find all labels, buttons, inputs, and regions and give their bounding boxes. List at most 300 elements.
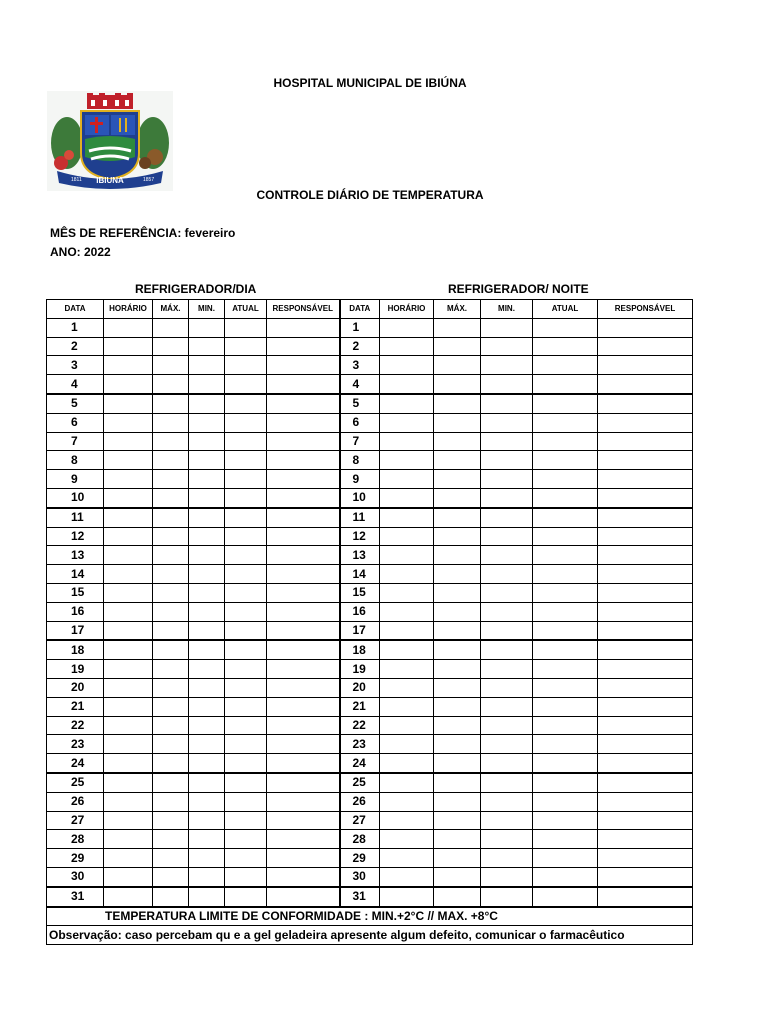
- day-min-entry-cell[interactable]: [189, 811, 225, 830]
- night-max-entry-cell[interactable]: [434, 773, 481, 792]
- day-max-entry-cell[interactable]: [153, 849, 189, 868]
- day-max-entry-cell[interactable]: [153, 470, 189, 489]
- day-responsavel-entry-cell[interactable]: [267, 432, 340, 451]
- day-responsavel-entry-cell[interactable]: [267, 356, 340, 375]
- night-min-entry-cell[interactable]: [481, 356, 533, 375]
- day-responsavel-entry-cell[interactable]: [267, 318, 340, 337]
- day-horario-entry-cell[interactable]: [104, 394, 153, 413]
- night-max-entry-cell[interactable]: [434, 318, 481, 337]
- day-horario-entry-cell[interactable]: [104, 754, 153, 773]
- night-atual-entry-cell[interactable]: [533, 527, 598, 546]
- day-horario-entry-cell[interactable]: [104, 432, 153, 451]
- day-min-entry-cell[interactable]: [189, 621, 225, 640]
- day-max-entry-cell[interactable]: [153, 621, 189, 640]
- day-responsavel-entry-cell[interactable]: [267, 394, 340, 413]
- day-min-entry-cell[interactable]: [189, 773, 225, 792]
- day-responsavel-entry-cell[interactable]: [267, 337, 340, 356]
- night-horario-entry-cell[interactable]: [380, 318, 434, 337]
- day-atual-entry-cell[interactable]: [225, 583, 267, 602]
- day-responsavel-entry-cell[interactable]: [267, 488, 340, 507]
- day-max-entry-cell[interactable]: [153, 318, 189, 337]
- day-responsavel-entry-cell[interactable]: [267, 470, 340, 489]
- day-max-entry-cell[interactable]: [153, 867, 189, 886]
- day-max-entry-cell[interactable]: [153, 660, 189, 679]
- night-max-entry-cell[interactable]: [434, 527, 481, 546]
- day-min-entry-cell[interactable]: [189, 356, 225, 375]
- night-responsavel-entry-cell[interactable]: [598, 640, 693, 659]
- night-max-entry-cell[interactable]: [434, 887, 481, 907]
- night-max-entry-cell[interactable]: [434, 754, 481, 773]
- night-horario-entry-cell[interactable]: [380, 867, 434, 886]
- night-min-entry-cell[interactable]: [481, 451, 533, 470]
- night-horario-entry-cell[interactable]: [380, 602, 434, 621]
- day-atual-entry-cell[interactable]: [225, 602, 267, 621]
- night-atual-entry-cell[interactable]: [533, 660, 598, 679]
- day-horario-entry-cell[interactable]: [104, 451, 153, 470]
- night-min-entry-cell[interactable]: [481, 640, 533, 659]
- day-responsavel-entry-cell[interactable]: [267, 754, 340, 773]
- day-atual-entry-cell[interactable]: [225, 432, 267, 451]
- night-responsavel-entry-cell[interactable]: [598, 735, 693, 754]
- night-atual-entry-cell[interactable]: [533, 394, 598, 413]
- day-atual-entry-cell[interactable]: [225, 488, 267, 507]
- night-responsavel-entry-cell[interactable]: [598, 470, 693, 489]
- night-horario-entry-cell[interactable]: [380, 565, 434, 584]
- night-responsavel-entry-cell[interactable]: [598, 830, 693, 849]
- night-responsavel-entry-cell[interactable]: [598, 565, 693, 584]
- day-max-entry-cell[interactable]: [153, 697, 189, 716]
- day-responsavel-entry-cell[interactable]: [267, 697, 340, 716]
- night-responsavel-entry-cell[interactable]: [598, 432, 693, 451]
- day-horario-entry-cell[interactable]: [104, 716, 153, 735]
- night-min-entry-cell[interactable]: [481, 660, 533, 679]
- day-min-entry-cell[interactable]: [189, 508, 225, 527]
- day-atual-entry-cell[interactable]: [225, 470, 267, 489]
- night-min-entry-cell[interactable]: [481, 565, 533, 584]
- day-min-entry-cell[interactable]: [189, 470, 225, 489]
- day-atual-entry-cell[interactable]: [225, 621, 267, 640]
- night-atual-entry-cell[interactable]: [533, 356, 598, 375]
- night-responsavel-entry-cell[interactable]: [598, 887, 693, 907]
- night-horario-entry-cell[interactable]: [380, 887, 434, 907]
- night-min-entry-cell[interactable]: [481, 773, 533, 792]
- day-atual-entry-cell[interactable]: [225, 735, 267, 754]
- night-max-entry-cell[interactable]: [434, 660, 481, 679]
- night-max-entry-cell[interactable]: [434, 602, 481, 621]
- day-responsavel-entry-cell[interactable]: [267, 887, 340, 907]
- night-max-entry-cell[interactable]: [434, 811, 481, 830]
- night-min-entry-cell[interactable]: [481, 432, 533, 451]
- day-horario-entry-cell[interactable]: [104, 375, 153, 394]
- day-atual-entry-cell[interactable]: [225, 716, 267, 735]
- night-max-entry-cell[interactable]: [434, 546, 481, 565]
- night-max-entry-cell[interactable]: [434, 716, 481, 735]
- day-min-entry-cell[interactable]: [189, 413, 225, 432]
- day-horario-entry-cell[interactable]: [104, 887, 153, 907]
- night-max-entry-cell[interactable]: [434, 678, 481, 697]
- day-max-entry-cell[interactable]: [153, 337, 189, 356]
- night-atual-entry-cell[interactable]: [533, 621, 598, 640]
- day-max-entry-cell[interactable]: [153, 583, 189, 602]
- night-max-entry-cell[interactable]: [434, 735, 481, 754]
- night-min-entry-cell[interactable]: [481, 337, 533, 356]
- night-max-entry-cell[interactable]: [434, 508, 481, 527]
- night-horario-entry-cell[interactable]: [380, 735, 434, 754]
- day-responsavel-entry-cell[interactable]: [267, 640, 340, 659]
- night-responsavel-entry-cell[interactable]: [598, 583, 693, 602]
- day-responsavel-entry-cell[interactable]: [267, 716, 340, 735]
- night-responsavel-entry-cell[interactable]: [598, 413, 693, 432]
- night-atual-entry-cell[interactable]: [533, 318, 598, 337]
- night-horario-entry-cell[interactable]: [380, 356, 434, 375]
- night-responsavel-entry-cell[interactable]: [598, 375, 693, 394]
- day-min-entry-cell[interactable]: [189, 337, 225, 356]
- night-max-entry-cell[interactable]: [434, 867, 481, 886]
- day-atual-entry-cell[interactable]: [225, 413, 267, 432]
- night-min-entry-cell[interactable]: [481, 811, 533, 830]
- night-max-entry-cell[interactable]: [434, 394, 481, 413]
- day-horario-entry-cell[interactable]: [104, 811, 153, 830]
- day-atual-entry-cell[interactable]: [225, 451, 267, 470]
- night-max-entry-cell[interactable]: [434, 375, 481, 394]
- day-responsavel-entry-cell[interactable]: [267, 621, 340, 640]
- night-atual-entry-cell[interactable]: [533, 546, 598, 565]
- night-atual-entry-cell[interactable]: [533, 830, 598, 849]
- day-max-entry-cell[interactable]: [153, 830, 189, 849]
- night-atual-entry-cell[interactable]: [533, 678, 598, 697]
- night-horario-entry-cell[interactable]: [380, 375, 434, 394]
- day-atual-entry-cell[interactable]: [225, 640, 267, 659]
- day-horario-entry-cell[interactable]: [104, 546, 153, 565]
- day-max-entry-cell[interactable]: [153, 356, 189, 375]
- night-responsavel-entry-cell[interactable]: [598, 697, 693, 716]
- night-responsavel-entry-cell[interactable]: [598, 394, 693, 413]
- day-min-entry-cell[interactable]: [189, 735, 225, 754]
- day-atual-entry-cell[interactable]: [225, 356, 267, 375]
- day-responsavel-entry-cell[interactable]: [267, 375, 340, 394]
- night-horario-entry-cell[interactable]: [380, 716, 434, 735]
- day-min-entry-cell[interactable]: [189, 432, 225, 451]
- day-min-entry-cell[interactable]: [189, 488, 225, 507]
- day-horario-entry-cell[interactable]: [104, 508, 153, 527]
- day-min-entry-cell[interactable]: [189, 867, 225, 886]
- night-atual-entry-cell[interactable]: [533, 565, 598, 584]
- day-horario-entry-cell[interactable]: [104, 621, 153, 640]
- day-max-entry-cell[interactable]: [153, 716, 189, 735]
- day-max-entry-cell[interactable]: [153, 375, 189, 394]
- night-min-entry-cell[interactable]: [481, 867, 533, 886]
- day-responsavel-entry-cell[interactable]: [267, 451, 340, 470]
- night-responsavel-entry-cell[interactable]: [598, 773, 693, 792]
- day-horario-entry-cell[interactable]: [104, 470, 153, 489]
- night-min-entry-cell[interactable]: [481, 716, 533, 735]
- night-atual-entry-cell[interactable]: [533, 375, 598, 394]
- night-horario-entry-cell[interactable]: [380, 527, 434, 546]
- night-atual-entry-cell[interactable]: [533, 735, 598, 754]
- night-min-entry-cell[interactable]: [481, 546, 533, 565]
- night-max-entry-cell[interactable]: [434, 337, 481, 356]
- day-horario-entry-cell[interactable]: [104, 697, 153, 716]
- day-max-entry-cell[interactable]: [153, 488, 189, 507]
- night-atual-entry-cell[interactable]: [533, 849, 598, 868]
- night-max-entry-cell[interactable]: [434, 565, 481, 584]
- day-min-entry-cell[interactable]: [189, 527, 225, 546]
- night-responsavel-entry-cell[interactable]: [598, 527, 693, 546]
- day-horario-entry-cell[interactable]: [104, 602, 153, 621]
- night-horario-entry-cell[interactable]: [380, 470, 434, 489]
- day-horario-entry-cell[interactable]: [104, 337, 153, 356]
- night-responsavel-entry-cell[interactable]: [598, 546, 693, 565]
- night-min-entry-cell[interactable]: [481, 678, 533, 697]
- night-atual-entry-cell[interactable]: [533, 887, 598, 907]
- day-max-entry-cell[interactable]: [153, 811, 189, 830]
- day-max-entry-cell[interactable]: [153, 640, 189, 659]
- night-horario-entry-cell[interactable]: [380, 697, 434, 716]
- day-horario-entry-cell[interactable]: [104, 565, 153, 584]
- day-atual-entry-cell[interactable]: [225, 754, 267, 773]
- night-horario-entry-cell[interactable]: [380, 451, 434, 470]
- day-max-entry-cell[interactable]: [153, 887, 189, 907]
- night-responsavel-entry-cell[interactable]: [598, 660, 693, 679]
- day-atual-entry-cell[interactable]: [225, 849, 267, 868]
- night-atual-entry-cell[interactable]: [533, 773, 598, 792]
- night-max-entry-cell[interactable]: [434, 413, 481, 432]
- night-min-entry-cell[interactable]: [481, 470, 533, 489]
- day-max-entry-cell[interactable]: [153, 527, 189, 546]
- night-min-entry-cell[interactable]: [481, 887, 533, 907]
- night-min-entry-cell[interactable]: [481, 375, 533, 394]
- night-atual-entry-cell[interactable]: [533, 583, 598, 602]
- night-atual-entry-cell[interactable]: [533, 413, 598, 432]
- night-responsavel-entry-cell[interactable]: [598, 716, 693, 735]
- day-min-entry-cell[interactable]: [189, 678, 225, 697]
- night-min-entry-cell[interactable]: [481, 318, 533, 337]
- night-responsavel-entry-cell[interactable]: [598, 602, 693, 621]
- night-responsavel-entry-cell[interactable]: [598, 678, 693, 697]
- night-atual-entry-cell[interactable]: [533, 697, 598, 716]
- night-horario-entry-cell[interactable]: [380, 432, 434, 451]
- day-max-entry-cell[interactable]: [153, 508, 189, 527]
- night-max-entry-cell[interactable]: [434, 849, 481, 868]
- day-atual-entry-cell[interactable]: [225, 565, 267, 584]
- day-horario-entry-cell[interactable]: [104, 773, 153, 792]
- night-horario-entry-cell[interactable]: [380, 394, 434, 413]
- day-max-entry-cell[interactable]: [153, 546, 189, 565]
- day-responsavel-entry-cell[interactable]: [267, 508, 340, 527]
- day-min-entry-cell[interactable]: [189, 394, 225, 413]
- night-horario-entry-cell[interactable]: [380, 508, 434, 527]
- day-horario-entry-cell[interactable]: [104, 660, 153, 679]
- night-responsavel-entry-cell[interactable]: [598, 488, 693, 507]
- night-responsavel-entry-cell[interactable]: [598, 811, 693, 830]
- day-atual-entry-cell[interactable]: [225, 697, 267, 716]
- day-max-entry-cell[interactable]: [153, 735, 189, 754]
- night-min-entry-cell[interactable]: [481, 394, 533, 413]
- day-horario-entry-cell[interactable]: [104, 849, 153, 868]
- night-atual-entry-cell[interactable]: [533, 451, 598, 470]
- day-horario-entry-cell[interactable]: [104, 735, 153, 754]
- day-horario-entry-cell[interactable]: [104, 488, 153, 507]
- night-responsavel-entry-cell[interactable]: [598, 754, 693, 773]
- night-responsavel-entry-cell[interactable]: [598, 356, 693, 375]
- night-max-entry-cell[interactable]: [434, 583, 481, 602]
- night-max-entry-cell[interactable]: [434, 640, 481, 659]
- night-horario-entry-cell[interactable]: [380, 811, 434, 830]
- day-min-entry-cell[interactable]: [189, 451, 225, 470]
- day-horario-entry-cell[interactable]: [104, 527, 153, 546]
- night-atual-entry-cell[interactable]: [533, 488, 598, 507]
- day-atual-entry-cell[interactable]: [225, 527, 267, 546]
- night-max-entry-cell[interactable]: [434, 697, 481, 716]
- day-min-entry-cell[interactable]: [189, 583, 225, 602]
- night-min-entry-cell[interactable]: [481, 583, 533, 602]
- day-atual-entry-cell[interactable]: [225, 773, 267, 792]
- day-atual-entry-cell[interactable]: [225, 394, 267, 413]
- day-responsavel-entry-cell[interactable]: [267, 546, 340, 565]
- day-max-entry-cell[interactable]: [153, 413, 189, 432]
- night-min-entry-cell[interactable]: [481, 508, 533, 527]
- day-horario-entry-cell[interactable]: [104, 792, 153, 811]
- day-min-entry-cell[interactable]: [189, 602, 225, 621]
- night-min-entry-cell[interactable]: [481, 792, 533, 811]
- day-min-entry-cell[interactable]: [189, 792, 225, 811]
- night-horario-entry-cell[interactable]: [380, 640, 434, 659]
- day-atual-entry-cell[interactable]: [225, 546, 267, 565]
- day-responsavel-entry-cell[interactable]: [267, 602, 340, 621]
- night-atual-entry-cell[interactable]: [533, 337, 598, 356]
- night-responsavel-entry-cell[interactable]: [598, 508, 693, 527]
- night-max-entry-cell[interactable]: [434, 488, 481, 507]
- day-atual-entry-cell[interactable]: [225, 811, 267, 830]
- night-max-entry-cell[interactable]: [434, 792, 481, 811]
- night-atual-entry-cell[interactable]: [533, 754, 598, 773]
- day-min-entry-cell[interactable]: [189, 754, 225, 773]
- night-responsavel-entry-cell[interactable]: [598, 337, 693, 356]
- day-responsavel-entry-cell[interactable]: [267, 811, 340, 830]
- night-min-entry-cell[interactable]: [481, 735, 533, 754]
- day-max-entry-cell[interactable]: [153, 678, 189, 697]
- day-min-entry-cell[interactable]: [189, 849, 225, 868]
- day-atual-entry-cell[interactable]: [225, 867, 267, 886]
- night-horario-entry-cell[interactable]: [380, 583, 434, 602]
- day-responsavel-entry-cell[interactable]: [267, 792, 340, 811]
- day-atual-entry-cell[interactable]: [225, 318, 267, 337]
- day-atual-entry-cell[interactable]: [225, 830, 267, 849]
- night-atual-entry-cell[interactable]: [533, 792, 598, 811]
- day-responsavel-entry-cell[interactable]: [267, 583, 340, 602]
- night-max-entry-cell[interactable]: [434, 470, 481, 489]
- night-responsavel-entry-cell[interactable]: [598, 318, 693, 337]
- day-min-entry-cell[interactable]: [189, 716, 225, 735]
- day-min-entry-cell[interactable]: [189, 375, 225, 394]
- day-min-entry-cell[interactable]: [189, 318, 225, 337]
- night-atual-entry-cell[interactable]: [533, 811, 598, 830]
- night-min-entry-cell[interactable]: [481, 697, 533, 716]
- day-horario-entry-cell[interactable]: [104, 356, 153, 375]
- night-horario-entry-cell[interactable]: [380, 792, 434, 811]
- day-min-entry-cell[interactable]: [189, 697, 225, 716]
- night-horario-entry-cell[interactable]: [380, 546, 434, 565]
- night-responsavel-entry-cell[interactable]: [598, 621, 693, 640]
- day-max-entry-cell[interactable]: [153, 394, 189, 413]
- night-atual-entry-cell[interactable]: [533, 867, 598, 886]
- day-atual-entry-cell[interactable]: [225, 508, 267, 527]
- night-min-entry-cell[interactable]: [481, 830, 533, 849]
- day-horario-entry-cell[interactable]: [104, 640, 153, 659]
- night-min-entry-cell[interactable]: [481, 527, 533, 546]
- day-responsavel-entry-cell[interactable]: [267, 830, 340, 849]
- night-responsavel-entry-cell[interactable]: [598, 867, 693, 886]
- day-max-entry-cell[interactable]: [153, 754, 189, 773]
- day-horario-entry-cell[interactable]: [104, 318, 153, 337]
- day-atual-entry-cell[interactable]: [225, 792, 267, 811]
- night-horario-entry-cell[interactable]: [380, 849, 434, 868]
- night-atual-entry-cell[interactable]: [533, 508, 598, 527]
- night-horario-entry-cell[interactable]: [380, 621, 434, 640]
- day-horario-entry-cell[interactable]: [104, 583, 153, 602]
- day-max-entry-cell[interactable]: [153, 773, 189, 792]
- night-horario-entry-cell[interactable]: [380, 754, 434, 773]
- night-horario-entry-cell[interactable]: [380, 488, 434, 507]
- night-atual-entry-cell[interactable]: [533, 432, 598, 451]
- day-atual-entry-cell[interactable]: [225, 660, 267, 679]
- night-min-entry-cell[interactable]: [481, 849, 533, 868]
- day-responsavel-entry-cell[interactable]: [267, 678, 340, 697]
- day-min-entry-cell[interactable]: [189, 830, 225, 849]
- day-atual-entry-cell[interactable]: [225, 887, 267, 907]
- day-horario-entry-cell[interactable]: [104, 830, 153, 849]
- day-responsavel-entry-cell[interactable]: [267, 565, 340, 584]
- night-responsavel-entry-cell[interactable]: [598, 849, 693, 868]
- night-atual-entry-cell[interactable]: [533, 602, 598, 621]
- day-max-entry-cell[interactable]: [153, 602, 189, 621]
- night-min-entry-cell[interactable]: [481, 621, 533, 640]
- day-max-entry-cell[interactable]: [153, 432, 189, 451]
- day-min-entry-cell[interactable]: [189, 660, 225, 679]
- day-min-entry-cell[interactable]: [189, 887, 225, 907]
- day-responsavel-entry-cell[interactable]: [267, 773, 340, 792]
- day-responsavel-entry-cell[interactable]: [267, 849, 340, 868]
- day-atual-entry-cell[interactable]: [225, 337, 267, 356]
- night-max-entry-cell[interactable]: [434, 451, 481, 470]
- night-horario-entry-cell[interactable]: [380, 773, 434, 792]
- night-horario-entry-cell[interactable]: [380, 660, 434, 679]
- night-horario-entry-cell[interactable]: [380, 413, 434, 432]
- night-horario-entry-cell[interactable]: [380, 678, 434, 697]
- night-atual-entry-cell[interactable]: [533, 470, 598, 489]
- night-horario-entry-cell[interactable]: [380, 830, 434, 849]
- night-min-entry-cell[interactable]: [481, 754, 533, 773]
- day-responsavel-entry-cell[interactable]: [267, 527, 340, 546]
- night-min-entry-cell[interactable]: [481, 602, 533, 621]
- day-max-entry-cell[interactable]: [153, 792, 189, 811]
- night-atual-entry-cell[interactable]: [533, 716, 598, 735]
- day-max-entry-cell[interactable]: [153, 565, 189, 584]
- day-min-entry-cell[interactable]: [189, 640, 225, 659]
- night-responsavel-entry-cell[interactable]: [598, 792, 693, 811]
- day-min-entry-cell[interactable]: [189, 565, 225, 584]
- day-atual-entry-cell[interactable]: [225, 678, 267, 697]
- day-responsavel-entry-cell[interactable]: [267, 867, 340, 886]
- day-min-entry-cell[interactable]: [189, 546, 225, 565]
- night-max-entry-cell[interactable]: [434, 356, 481, 375]
- night-horario-entry-cell[interactable]: [380, 337, 434, 356]
- day-horario-entry-cell[interactable]: [104, 867, 153, 886]
- night-min-entry-cell[interactable]: [481, 488, 533, 507]
- day-horario-entry-cell[interactable]: [104, 413, 153, 432]
- night-responsavel-entry-cell[interactable]: [598, 451, 693, 470]
- day-atual-entry-cell[interactable]: [225, 375, 267, 394]
